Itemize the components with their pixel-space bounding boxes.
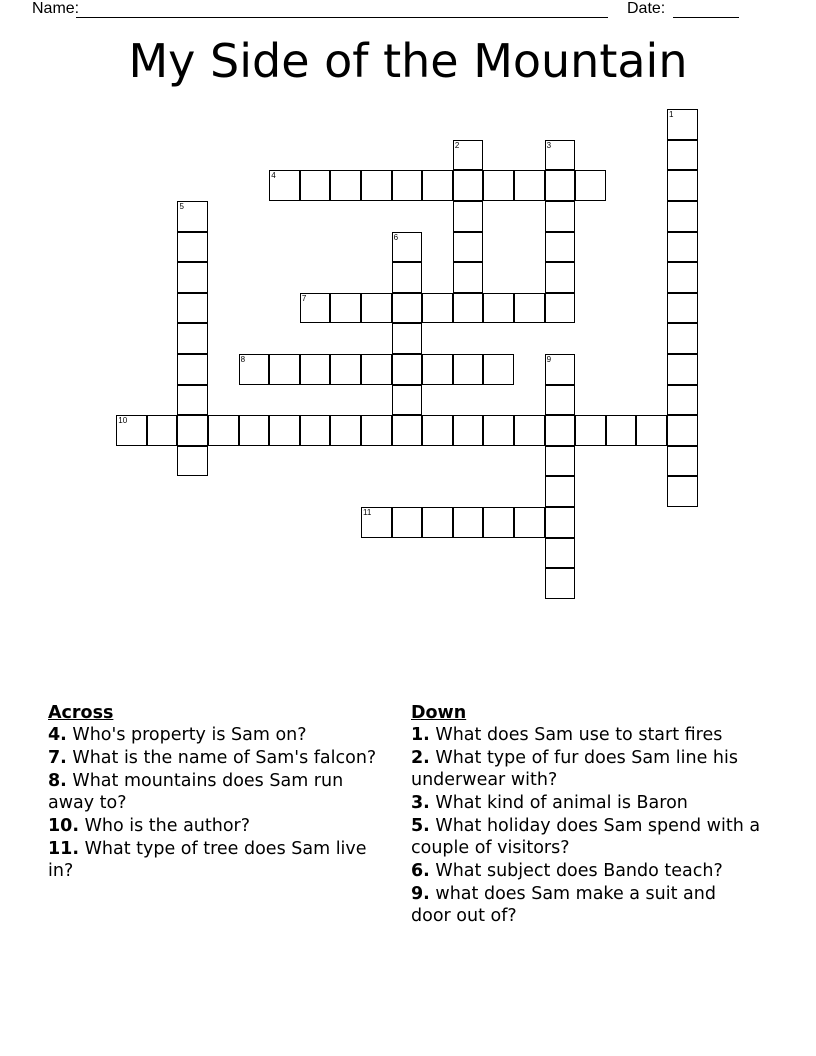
clue-number: 5. <box>411 816 430 836</box>
grid-cell[interactable] <box>392 170 423 201</box>
clue-number: 7. <box>48 748 67 768</box>
grid-cell[interactable] <box>208 415 239 446</box>
grid-cell[interactable] <box>269 170 300 201</box>
grid-cell[interactable] <box>453 170 484 201</box>
down-clue <box>411 724 761 746</box>
clue-text: What subject does Bando teach? <box>435 861 723 881</box>
across-clue <box>48 815 393 837</box>
clue-text: Who's property is Sam on? <box>72 725 307 745</box>
clue-number: 6. <box>411 861 430 881</box>
grid-cell[interactable] <box>545 385 576 416</box>
grid-cell[interactable] <box>361 293 392 324</box>
clue-number: 8 <box>240 355 246 365</box>
grid-cell[interactable] <box>392 507 423 538</box>
down-clue <box>411 815 761 859</box>
grid-cell[interactable] <box>239 415 270 446</box>
grid-cell[interactable] <box>453 293 484 324</box>
across-clue <box>48 838 393 882</box>
grid-cell[interactable] <box>422 293 453 324</box>
across-clue <box>48 724 393 746</box>
grid-cell[interactable] <box>453 140 484 171</box>
down-clues <box>411 702 761 928</box>
grid-cell[interactable] <box>667 354 698 385</box>
grid-cell[interactable] <box>514 507 545 538</box>
grid-cell[interactable] <box>177 415 208 446</box>
grid-cell[interactable] <box>545 446 576 477</box>
grid-cell[interactable] <box>545 354 576 385</box>
clue-text: What kind of animal is Baron <box>435 793 688 813</box>
across-clue <box>48 770 393 814</box>
grid-cell[interactable] <box>177 354 208 385</box>
clue-number: 9 <box>546 355 552 365</box>
down-clue <box>411 747 761 791</box>
clue-number: 9. <box>411 884 430 904</box>
grid-cell[interactable] <box>514 170 545 201</box>
clue-number: 8. <box>48 771 67 791</box>
grid-cell[interactable] <box>453 232 484 263</box>
grid-cell[interactable] <box>147 415 178 446</box>
clue-number: 11 <box>363 508 372 518</box>
grid-cell[interactable] <box>667 201 698 232</box>
clue-text: What mountains does Sam run away to? <box>48 771 344 813</box>
clue-text: Who is the author? <box>84 816 251 836</box>
grid-cell[interactable] <box>575 170 606 201</box>
grid-cell[interactable] <box>545 415 576 446</box>
grid-cell[interactable] <box>545 293 576 324</box>
clue-number: 10 <box>118 416 128 426</box>
clue-text: What is the name of Sam's falcon? <box>72 748 377 768</box>
grid-cell[interactable] <box>545 476 576 507</box>
grid-cell[interactable] <box>667 446 698 477</box>
grid-cell[interactable] <box>177 446 208 477</box>
down-heading: Down <box>411 703 467 723</box>
grid-cell[interactable] <box>392 293 423 324</box>
clue-text: What type of tree does Sam live in? <box>48 839 367 881</box>
across-heading: Across <box>48 703 114 723</box>
clue-number: 1. <box>411 725 430 745</box>
grid-cell[interactable] <box>453 354 484 385</box>
clue-number: 3. <box>411 793 430 813</box>
clue-number: 10. <box>48 816 80 836</box>
clue-number: 3 <box>546 140 552 150</box>
clue-number: 1 <box>669 110 674 120</box>
grid-cell[interactable] <box>116 415 147 446</box>
grid-cell[interactable] <box>667 385 698 416</box>
grid-cell[interactable] <box>300 293 331 324</box>
name-field-line[interactable] <box>76 17 608 18</box>
grid-cell[interactable] <box>636 415 667 446</box>
grid-cell[interactable] <box>392 262 423 293</box>
grid-cell[interactable] <box>392 232 423 263</box>
grid-cell[interactable] <box>239 354 270 385</box>
grid-cell[interactable] <box>575 415 606 446</box>
clue-text: what does Sam make a suit and door out of? <box>411 884 716 926</box>
clue-number: 2 <box>454 140 460 150</box>
grid-cell[interactable] <box>300 354 331 385</box>
grid-cell[interactable] <box>300 170 331 201</box>
grid-cell[interactable] <box>177 201 208 232</box>
grid-cell[interactable] <box>606 415 637 446</box>
across-clue <box>48 747 393 769</box>
grid-cell[interactable] <box>545 232 576 263</box>
grid-cell[interactable] <box>667 170 698 201</box>
clue-number: 11. <box>48 839 80 859</box>
down-clue <box>411 792 761 814</box>
grid-cell[interactable] <box>545 262 576 293</box>
down-clue <box>411 860 761 882</box>
page-title: My Side of the Mountain <box>128 34 688 88</box>
grid-cell[interactable] <box>667 415 698 446</box>
grid-cell[interactable] <box>483 507 514 538</box>
grid-cell[interactable] <box>667 476 698 507</box>
grid-cell[interactable] <box>422 507 453 538</box>
name-label: Name: <box>32 0 80 17</box>
grid-cell[interactable] <box>453 507 484 538</box>
grid-cell[interactable] <box>361 170 392 201</box>
date-field-line[interactable] <box>673 17 739 18</box>
grid-cell[interactable] <box>453 415 484 446</box>
grid-cell[interactable] <box>361 415 392 446</box>
grid-cell[interactable] <box>422 170 453 201</box>
grid-cell[interactable] <box>422 415 453 446</box>
grid-cell[interactable] <box>483 415 514 446</box>
clue-number: 5 <box>179 202 184 212</box>
grid-cell[interactable] <box>667 232 698 263</box>
grid-cell[interactable] <box>330 293 361 324</box>
grid-cell[interactable] <box>483 354 514 385</box>
grid-cell[interactable] <box>392 415 423 446</box>
down-clue <box>411 883 761 927</box>
clue-text: What does Sam use to start fires <box>435 725 723 745</box>
clue-text: What type of fur does Sam line his underwear with? <box>411 748 738 790</box>
grid-cell[interactable] <box>361 507 392 538</box>
clue-number: 2. <box>411 748 430 768</box>
grid-cell[interactable] <box>483 170 514 201</box>
grid-cell[interactable] <box>330 415 361 446</box>
grid-cell[interactable] <box>361 354 392 385</box>
grid-cell[interactable] <box>514 415 545 446</box>
grid-cell[interactable] <box>667 293 698 324</box>
grid-cell[interactable] <box>330 354 361 385</box>
clue-text: What holiday does Sam spend with a couple of visitors? <box>411 816 761 858</box>
grid-cell[interactable] <box>177 262 208 293</box>
grid-cell[interactable] <box>667 109 698 140</box>
grid-cell[interactable] <box>545 170 576 201</box>
grid-cell[interactable] <box>545 568 576 599</box>
grid-cell[interactable] <box>300 415 331 446</box>
date-label: Date: <box>627 0 666 17</box>
grid-cell[interactable] <box>545 201 576 232</box>
grid-cell[interactable] <box>177 232 208 263</box>
grid-cell[interactable] <box>269 354 300 385</box>
grid-cell[interactable] <box>392 354 423 385</box>
grid-cell[interactable] <box>392 323 423 354</box>
grid-cell[interactable] <box>453 262 484 293</box>
across-clues <box>48 702 393 883</box>
grid-cell[interactable] <box>545 507 576 538</box>
grid-cell[interactable] <box>514 293 545 324</box>
grid-cell[interactable] <box>667 262 698 293</box>
grid-cell[interactable] <box>667 140 698 171</box>
clue-number: 4. <box>48 725 67 745</box>
grid-cell[interactable] <box>177 293 208 324</box>
grid-cell[interactable] <box>483 293 514 324</box>
grid-cell[interactable] <box>667 323 698 354</box>
grid-cell[interactable] <box>392 385 423 416</box>
grid-cell[interactable] <box>453 201 484 232</box>
grid-cell[interactable] <box>177 385 208 416</box>
grid-cell[interactable] <box>330 170 361 201</box>
clue-number: 6 <box>393 232 399 242</box>
grid-cell[interactable] <box>422 354 453 385</box>
grid-cell[interactable] <box>545 538 576 569</box>
clue-number: 7 <box>301 293 307 303</box>
grid-cell[interactable] <box>177 323 208 354</box>
grid-cell[interactable] <box>269 415 300 446</box>
grid-cell[interactable] <box>545 140 576 171</box>
clue-number: 4 <box>271 171 276 181</box>
